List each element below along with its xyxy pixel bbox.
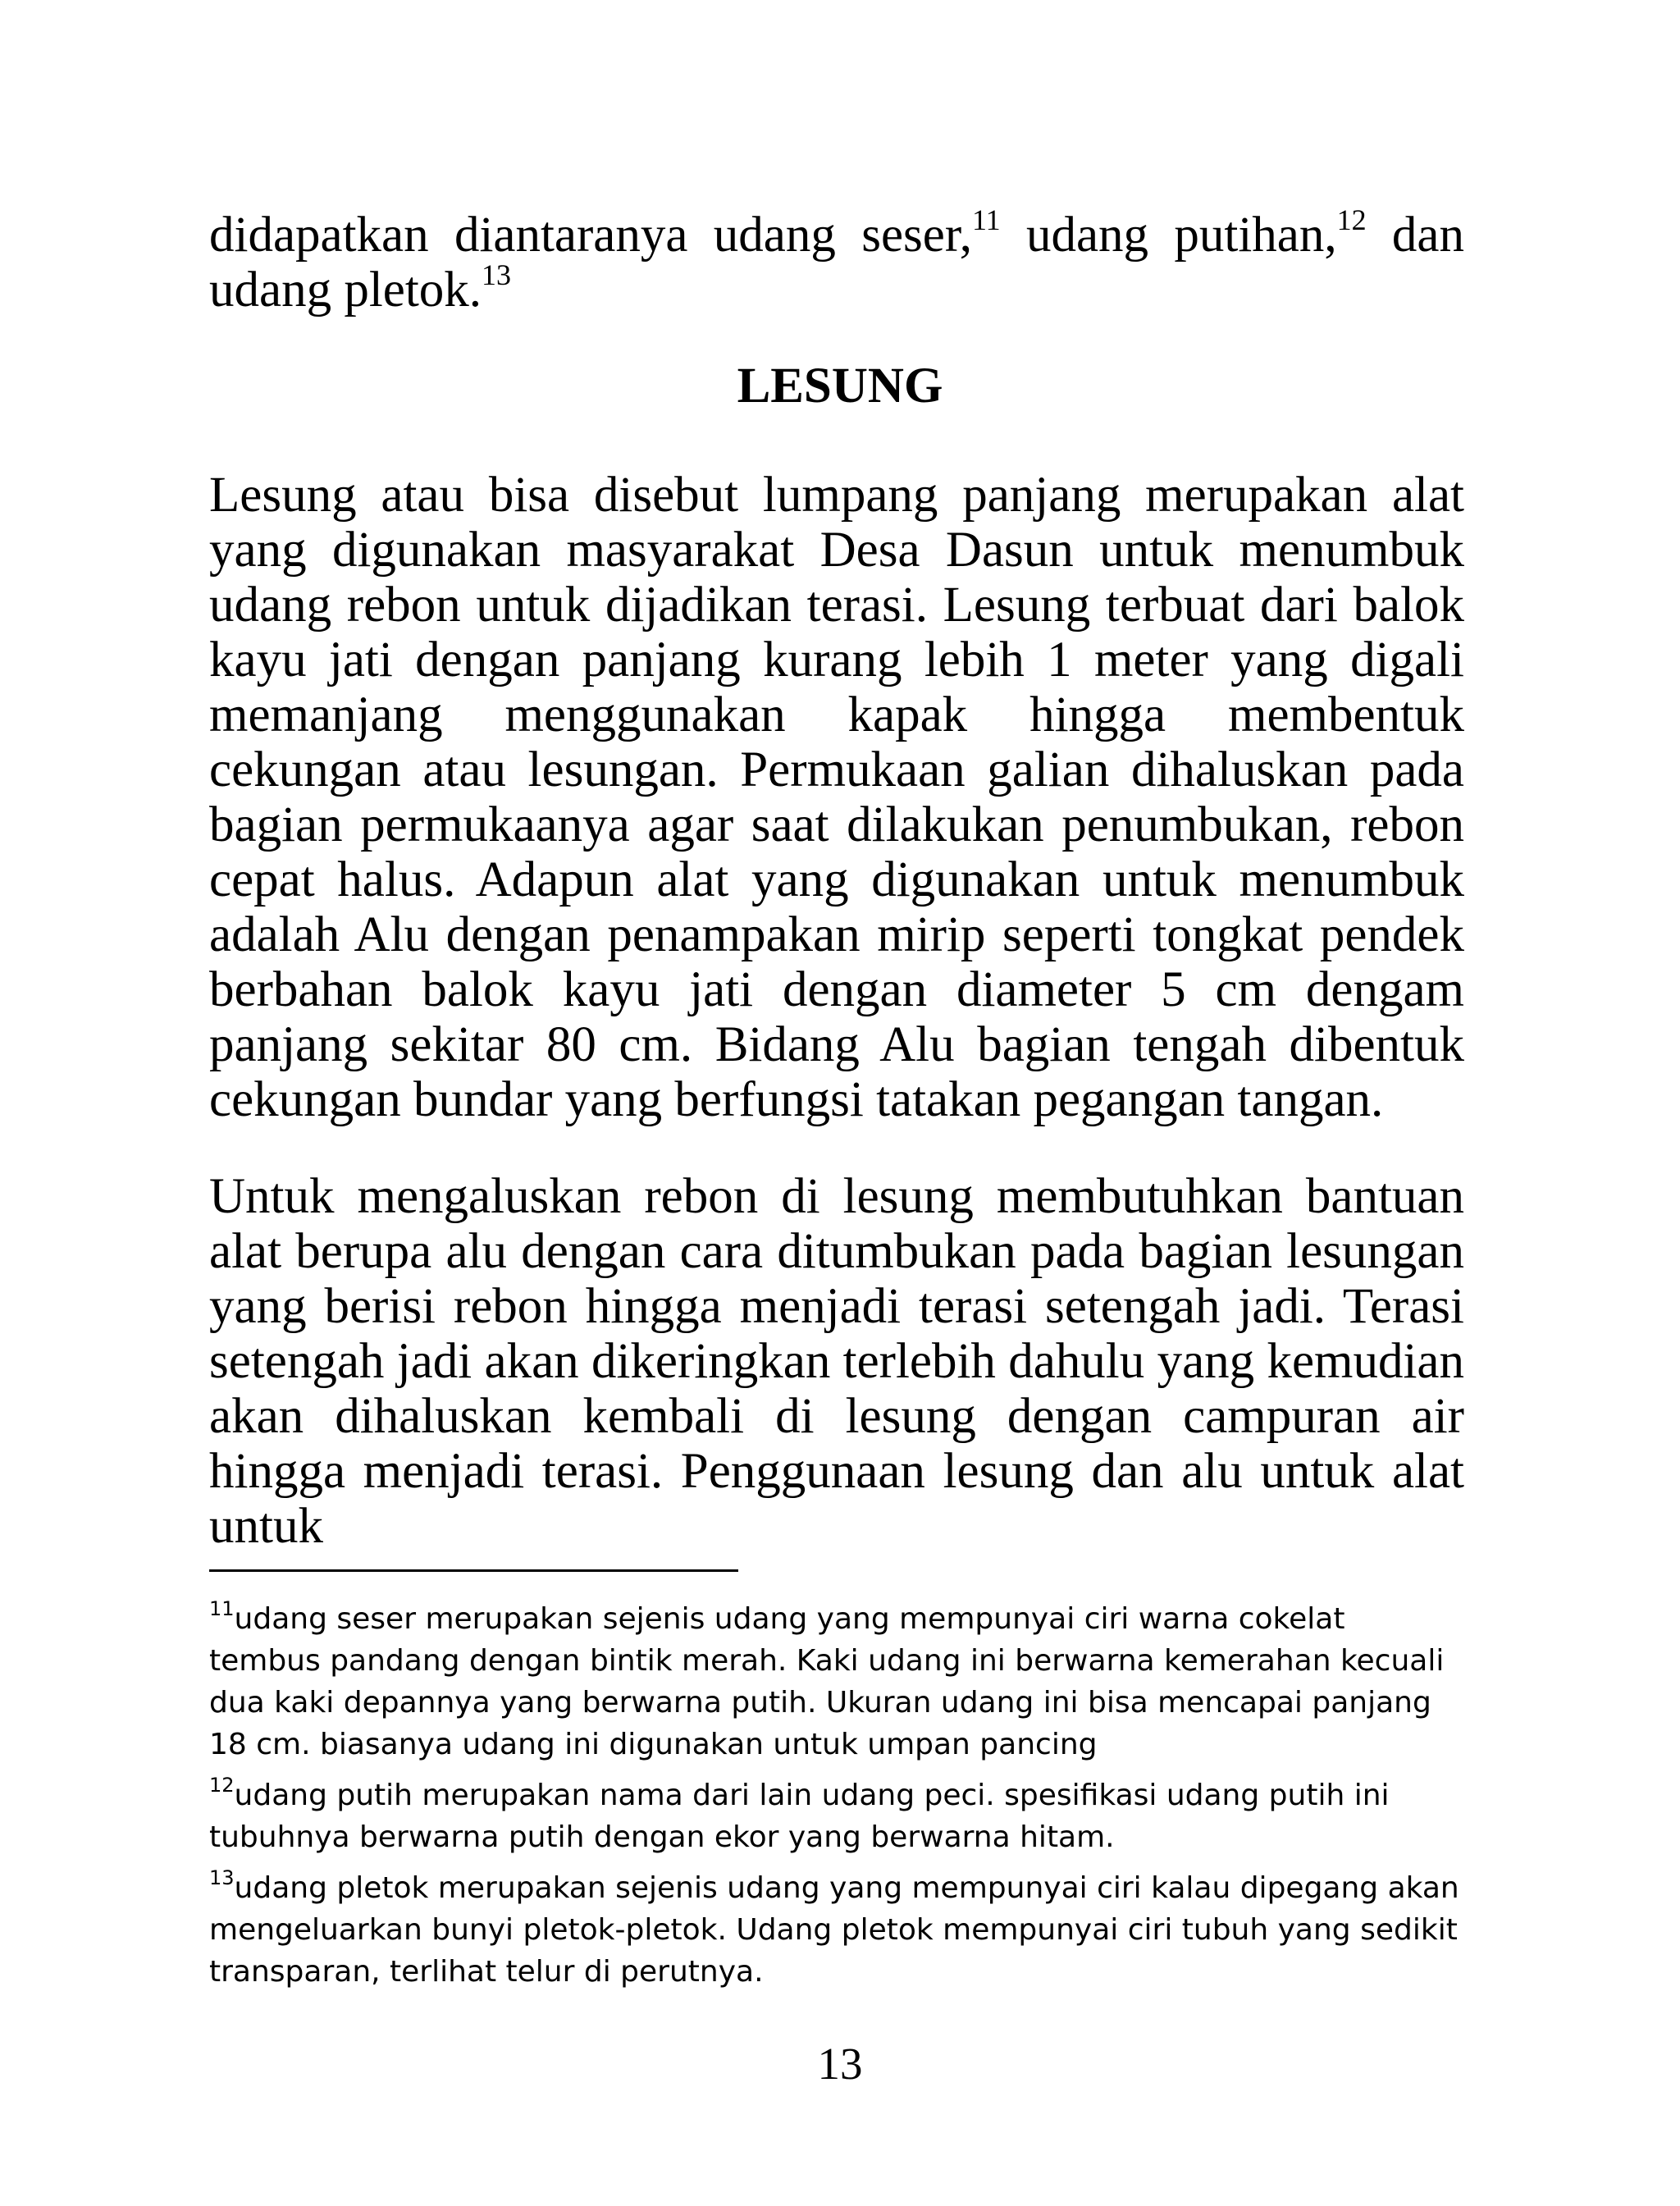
footnote-reference: 11 [971,203,1001,236]
footnote-number: 12 [209,1774,235,1797]
footnote-text: udang putih merupakan nama dari lain udang peci. spesifikasi udang putih ini tubuhnya berwarna putih dengan ekor yang berwarna hitam. [209,1779,1390,1854]
footnote [209,1867,1464,1993]
body-paragraph: Lesung atau bisa disebut lumpang panjang merupakan alat yang digunakan masyarakat Desa Dasun untuk menumbuk udang rebon untuk dijadikan terasi. Lesung terbuat dari balok kayu jati dengan panjang kurang lebih 1 meter yang digali memanjang menggunakan kapak hingga membentuk cekungan atau lesungan. Permukaan galian dihaluskan pada bagian permukaanya agar saat dilakukan penumbukan, rebon cepat halus. Adapun alat yang digunakan untuk menumbuk adalah Alu dengan penampakan mirip seperti tongkat pendek berbahan balok kayu jati dengan diameter 5 cm dengam panjang sekitar 80 cm. Bidang Alu bagian tengah dibentuk cekungan bundar yang berfungsi tatakan pegangan tangan. [209,468,1464,1127]
footnote-text: udang pletok merupakan sejenis udang yang mempunyai ciri kalau dipegang akan mengeluarkan bunyi pletok-pletok. Udang pletok mempunyai ciri tubuh yang sedikit transparan, terlihat telur di perutnya. [209,1871,1459,1989]
footnote-number: 13 [209,1866,235,1889]
section-heading: LESUNG [737,359,943,413]
continued-text-part: dan udang pletok. [209,208,1465,317]
continued-paragraph [209,203,1465,317]
page-number: 13 [817,2039,863,2089]
footnote-reference: 13 [482,258,512,291]
body-paragraph: Untuk mengaluskan rebon di lesung membutuhkan bantuan alat berupa alu dengan cara ditumbukan pada bagian lesungan yang berisi rebon hingga menjadi terasi setengah jadi. Terasi setengah jadi akan dikeringkan terlebih dahulu yang kemudian akan dihaluskan kembali di lesung dengan campuran air hingga menjadi terasi. Penggunaan lesung dan alu untuk alat untuk [209,1169,1464,1554]
footnote [209,1598,1464,1765]
footnote-text: udang seser merupakan sejenis udang yang mempunyai ciri warna cokelat tembus pandang dengan bintik merah. Kaki udang ini berwarna kemerahan kecuali dua kaki depannya yang berwarna putih. Ukuran udang ini bisa mencapai panjang 18 cm. biasanya udang ini digunakan untuk umpan pancing [209,1602,1445,1761]
footnote-reference: 12 [1336,203,1367,236]
footnote-number: 11 [209,1597,235,1620]
footnote-separator [209,1569,738,1572]
continued-text-part: udang putihan, [1000,208,1337,263]
footnotes-section [209,1598,1464,2002]
continued-text-part: didapatkan diantaranya udang seser, [209,208,972,263]
footnote [209,1774,1464,1858]
